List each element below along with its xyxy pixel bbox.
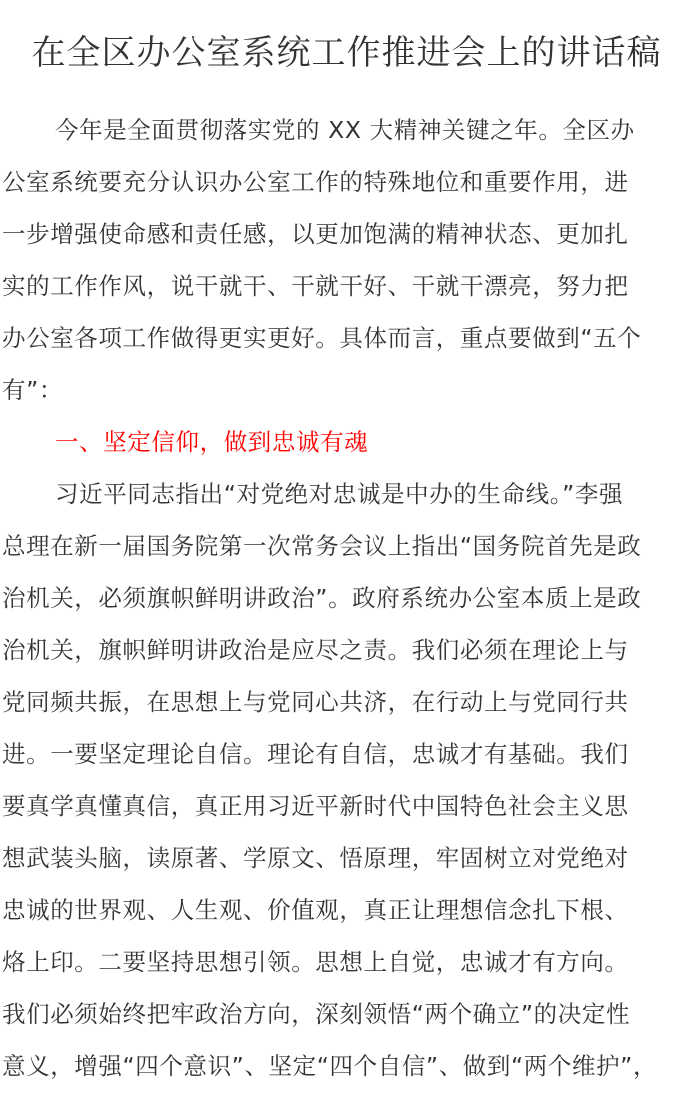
body-line: 治机关，旗帜鲜明讲政治是应尽之责。我们必须在理论上与 (2, 636, 629, 664)
body-line: 忠诚的世界观、人生观、价值观，真正让理想信念扎下根、 (2, 896, 629, 924)
body-line: 总理在新一届国务院第一次常务会议上指出“国务院首先是政 (2, 532, 642, 560)
body-line: 进。一要坚定理论自信。理论有自信，忠诚才有基础。我们 (2, 740, 629, 768)
body-line: 我们必须始终把牢政治方向，深刻领悟“两个确立”的决定性 (2, 1000, 631, 1028)
intro-line: 办公室各项工作做得更实更好。具体而言，重点要做到“五个 (2, 324, 642, 352)
intro-line: 公室系统要充分认识办公室工作的特殊地位和重要作用，进 (2, 168, 629, 196)
body-line: 党同频共振，在思想上与党同心共济，在行动上与党同行共 (2, 688, 629, 716)
body-line: 烙上印。二要坚持思想引领。思想上自觉，忠诚才有方向。 (2, 948, 629, 976)
section-heading-container (2, 416, 691, 468)
intro-line: 一步增强使命感和责任感，以更加饱满的精神状态、更加扎 (2, 220, 629, 248)
body-line: 治机关，必须旗帜鲜明讲政治”。政府系统办公室本质上是政 (2, 584, 642, 612)
section-1-paragraph (2, 468, 691, 1092)
body-line: 想武装头脑，读原著、学原文、悟原理，牢固树立对党绝对 (2, 844, 629, 872)
intro-line: 今年是全面贯彻落实党的 XX 大精神关键之年。全区办 (55, 116, 635, 144)
document-title: 在全区办公室系统工作推进会上的讲话稿 (31, 33, 662, 73)
intro-line: 有”： (2, 376, 63, 404)
body-line: 要真学真懂真信，真正用习近平新时代中国特色社会主义思 (2, 792, 629, 820)
body-line: 习近平同志指出“对党绝对忠诚是中办的生命线。”李强 (55, 480, 624, 508)
intro-line: 实的工作作风，说干就干、干就干好、干就干漂亮，努力把 (2, 272, 629, 300)
section-1-heading: 一、坚定信仰，做到忠诚有魂 (55, 428, 369, 456)
intro-paragraph (2, 104, 691, 416)
body-line: 意义，增强“四个意识”、坚定“四个自信”、做到“两个维护”， (2, 1052, 658, 1080)
